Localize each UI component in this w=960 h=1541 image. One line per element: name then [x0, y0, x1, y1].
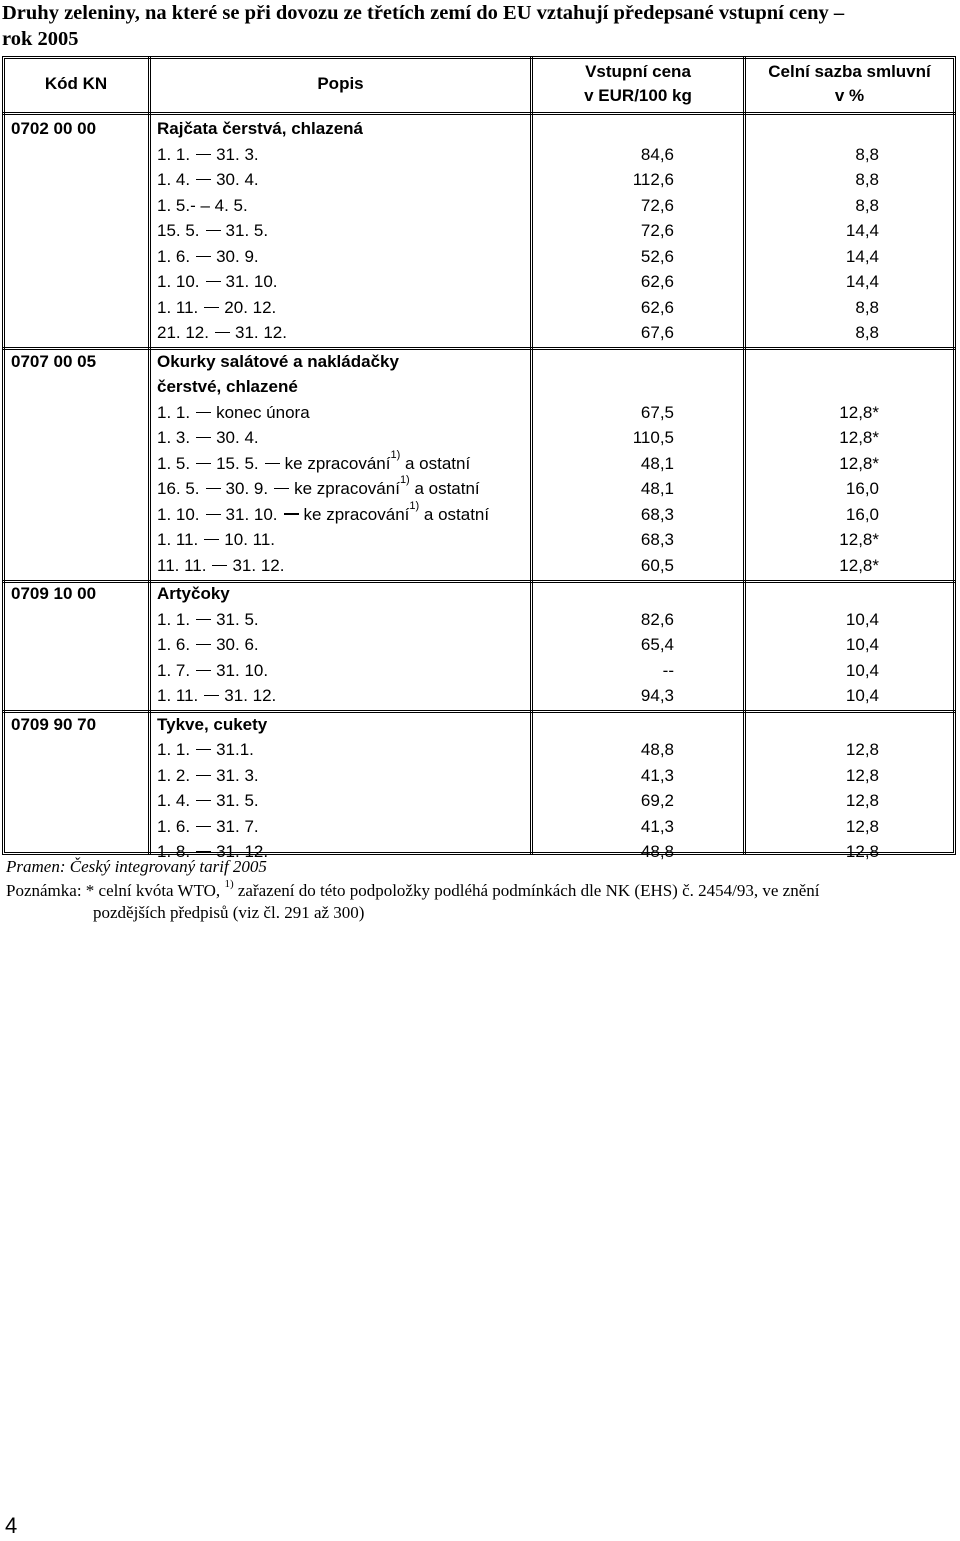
commodity-code: 0707 00 05: [11, 351, 97, 371]
footnote-prefix: Poznámka: * celní kvóta WTO,: [6, 881, 225, 900]
purpose-label: ke zpracování: [294, 479, 400, 498]
dash-mark: [206, 230, 221, 231]
period-label: [157, 658, 268, 684]
entry-price: 48,1: [640, 453, 674, 473]
duty-rate: 10,4: [845, 635, 879, 654]
period-to: 30. 4.: [216, 170, 259, 189]
dash-mark: [196, 463, 211, 464]
entry-price: 62,6: [640, 297, 674, 317]
period-label: [157, 814, 259, 840]
period-to: 31. 5.: [225, 221, 269, 240]
column-divider: [743, 56, 746, 855]
period-from: 1. 3.: [157, 428, 191, 447]
duty-rate: 8,8: [855, 144, 879, 164]
period-to: 31. 7.: [216, 816, 259, 836]
period-from: 1. 11.: [157, 297, 199, 317]
header-code: Kód KN: [44, 74, 108, 93]
duty-rate: 8,8: [855, 170, 879, 189]
period-label: [157, 142, 259, 168]
duty-rate: 16,0: [845, 479, 879, 498]
dash-mark: [196, 644, 211, 645]
period-to: 30. 4.: [216, 428, 259, 447]
duty-rate: 12,8: [845, 816, 879, 836]
dash-mark: [196, 179, 211, 180]
period-label: [157, 788, 259, 814]
dash-mark: [196, 256, 211, 257]
dash-mark: [196, 619, 211, 620]
duty-rate: 12,8: [845, 740, 879, 759]
period-to: 31. 10.: [216, 660, 269, 680]
dash-mark: [196, 851, 211, 852]
period-label: [157, 244, 259, 270]
period-to: 20. 12.: [224, 297, 277, 317]
period-to: 30. 6.: [216, 635, 259, 654]
entry-price: 41,3: [640, 765, 674, 785]
group-divider: [2, 580, 956, 583]
dash-mark: [284, 513, 299, 515]
dash-mark: [204, 307, 219, 308]
period-to: 31. 10.: [225, 272, 278, 291]
duty-rate: 8,8: [855, 323, 879, 342]
duty-rate: 10,4: [845, 609, 879, 629]
period-label: [157, 683, 276, 709]
header-price-line2: v EUR/100 kg: [584, 86, 692, 105]
period-from: 1. 6.: [157, 635, 191, 654]
footnote-line2: pozdějších předpisů (viz čl. 291 až 300): [93, 903, 365, 922]
entry-price: 41,3: [640, 816, 674, 836]
footnote: [6, 880, 819, 902]
duty-rate: 8,8: [855, 297, 879, 317]
period-to: 31. 5.: [216, 609, 259, 629]
period-label: [157, 218, 268, 244]
period-label: [157, 320, 287, 346]
period-to: 31. 12.: [216, 842, 269, 861]
entry-price: 48,8: [640, 842, 674, 861]
period-label: [157, 425, 259, 451]
footnote-ref: 1): [390, 448, 401, 461]
header-divider: [2, 112, 956, 115]
period-from: 1. 1.: [157, 402, 191, 422]
entry-price: 72,6: [640, 221, 674, 240]
header-price: [533, 60, 743, 108]
page-number: 4: [5, 1513, 18, 1538]
column-divider: [530, 56, 533, 855]
footnote-sup: 1): [224, 878, 234, 890]
dash-mark: [206, 488, 221, 489]
period-to: 31. 12.: [235, 323, 287, 342]
dash-mark: [196, 800, 211, 801]
period-from: 1. 2.: [157, 765, 191, 785]
period-to: 31. 10.: [225, 504, 278, 524]
commodity-title: čerstvé, chlazené: [157, 377, 298, 396]
purpose-label: ke zpracování: [303, 504, 410, 524]
commodity-title: Rajčata čerstvá, chlazená: [157, 119, 364, 138]
duty-rate: 10,4: [845, 686, 879, 705]
entry-price: 62,6: [640, 272, 674, 291]
header-rate: [746, 60, 953, 108]
duty-rate: 14,4: [845, 246, 879, 266]
duty-rate: 14,4: [845, 221, 879, 240]
entry-price: 52,6: [640, 246, 674, 266]
footnote-rest: zařazení do této podpoložky podléhá podmínkách dle NK (EHS) č. 2454/93, ve znění: [233, 881, 820, 900]
period-from: 1. 1.: [157, 609, 191, 629]
entry-price: 84,6: [640, 144, 674, 164]
period-from: 1. 11.: [157, 530, 199, 549]
commodity-code: 0709 90 70: [11, 714, 97, 734]
period-from: 1. 7.: [157, 660, 191, 680]
entry-price: 68,3: [640, 504, 674, 524]
period-to: 31. 12.: [232, 555, 285, 575]
period-label: [157, 499, 490, 528]
period-from: 1. 4.: [157, 791, 191, 810]
column-divider: [148, 56, 151, 855]
period-from: 1. 8.: [157, 842, 191, 861]
period-label: [157, 527, 275, 553]
dash-mark: [196, 749, 211, 750]
title-line-2: rok 2005: [2, 28, 79, 50]
period-from: 21. 12.: [157, 323, 209, 342]
duty-rate: 12,8*: [839, 402, 879, 422]
entry-price: 68,3: [640, 530, 674, 549]
duty-rate: 12,8*: [839, 428, 879, 447]
dash-mark: [212, 565, 227, 566]
entry-price: --: [662, 660, 674, 680]
period-to: 30. 9.: [225, 479, 269, 498]
entry-price: 65,4: [640, 635, 674, 654]
period-label: [157, 476, 480, 502]
period-to: 10. 11.: [224, 530, 276, 549]
period-label: [157, 295, 276, 321]
period-to: 31. 3.: [216, 144, 259, 164]
period-label: [157, 448, 471, 477]
dash-mark: [196, 412, 211, 413]
duty-rate: 12,8: [845, 765, 879, 785]
group-divider: [2, 710, 956, 713]
period-label: [157, 269, 278, 295]
duty-rate: 12,8: [845, 791, 879, 810]
period-from: 16. 5.: [157, 479, 200, 498]
entry-price: 67,5: [640, 402, 674, 422]
source-note: Pramen: Český integrovaný tarif 2005: [6, 857, 267, 876]
purpose-label: ke zpracování: [284, 453, 391, 473]
period-label: [157, 737, 254, 763]
commodity-title: Artyčoky: [157, 584, 230, 603]
period-from: 1. 6.: [157, 246, 191, 266]
page-title: [2, 0, 956, 52]
dash-mark: [196, 437, 211, 438]
period-label: [157, 553, 284, 579]
period-from: 1. 6.: [157, 816, 191, 836]
period-label: [157, 607, 259, 633]
period-from: 1. 5.: [157, 453, 191, 473]
dash-mark: [196, 775, 211, 776]
header-rate-line2: v %: [834, 86, 865, 105]
period-to: 15. 5.: [216, 453, 259, 473]
duty-rate: 12,8*: [839, 555, 879, 575]
period-from: 11. 11.: [157, 555, 207, 575]
header-price-line1: Vstupní cena: [585, 62, 691, 81]
period-from: 1. 10.: [157, 272, 200, 291]
period-from: 1. 10.: [157, 504, 200, 524]
period-to: konec února: [216, 402, 310, 422]
dash-mark: [215, 332, 230, 333]
duty-rate: 12,8*: [839, 530, 879, 549]
period-to: 31.1.: [216, 740, 254, 759]
entry-price: 94,3: [640, 686, 674, 705]
period-from: 15. 5.: [157, 221, 200, 240]
dash-mark: [265, 463, 280, 464]
period-to: 30. 9.: [216, 246, 259, 266]
dash-mark: [206, 281, 221, 282]
duty-rate: 8,8: [855, 195, 879, 215]
period-to: 31. 3.: [216, 765, 259, 785]
period-label: [157, 763, 259, 789]
dash-mark: [274, 488, 289, 489]
entry-price: 67,6: [640, 323, 674, 342]
period-from: 1. 4.: [157, 170, 191, 189]
entry-price: 82,6: [640, 609, 674, 629]
duty-rate: 14,4: [845, 272, 879, 291]
entry-price: 48,8: [640, 740, 674, 759]
duty-rate: 12,8*: [839, 453, 879, 473]
dash-mark: [206, 514, 221, 515]
duty-rate: 10,4: [845, 660, 879, 680]
commodity-title: Okurky salátové a nakládačky: [157, 351, 399, 371]
period-from: 1. 1.: [157, 144, 191, 164]
entry-price: 112,6: [632, 170, 674, 189]
entry-price: 72,6: [640, 195, 674, 215]
period-label: [157, 400, 310, 426]
footnote-ref: 1): [399, 474, 410, 486]
purpose-rest: a ostatní: [400, 453, 471, 473]
period-to: 31. 12.: [224, 686, 277, 705]
period-label: 1. 5.- – 4. 5.: [157, 195, 248, 215]
header-rate-line1: Celní sazba smluvní: [768, 62, 931, 81]
header-description: Popis: [317, 74, 364, 93]
entry-price: 48,1: [640, 479, 674, 498]
dash-mark: [196, 154, 211, 155]
dash-mark: [204, 539, 219, 540]
dash-mark: [196, 670, 211, 671]
purpose-rest: a ostatní: [409, 479, 480, 498]
entry-price: 110,5: [632, 428, 674, 447]
period-from: 1. 1.: [157, 740, 191, 759]
title-line-1: Druhy zeleniny, na které se při dovozu ze třetích zemí do EU vztahují předepsané vstupní ceny –: [2, 2, 845, 24]
footnote-ref: 1): [409, 499, 420, 512]
period-label: [157, 632, 259, 658]
dash-mark: [196, 826, 211, 827]
period-from: 1. 11.: [157, 686, 199, 705]
period-label: [157, 167, 259, 193]
duty-rate: 16,0: [845, 504, 879, 524]
duty-rate: 12,8: [845, 842, 879, 861]
dash-mark: [204, 695, 219, 696]
commodity-code: 0702 00 00: [11, 119, 97, 138]
period-to: 31. 5.: [216, 791, 259, 810]
group-divider: [2, 347, 956, 350]
entry-price: 60,5: [640, 555, 674, 575]
commodity-code: 0709 10 00: [11, 584, 97, 603]
entry-price: 69,2: [640, 791, 674, 810]
purpose-rest: a ostatní: [419, 504, 490, 524]
commodity-title: Tykve, cukety: [157, 714, 268, 734]
